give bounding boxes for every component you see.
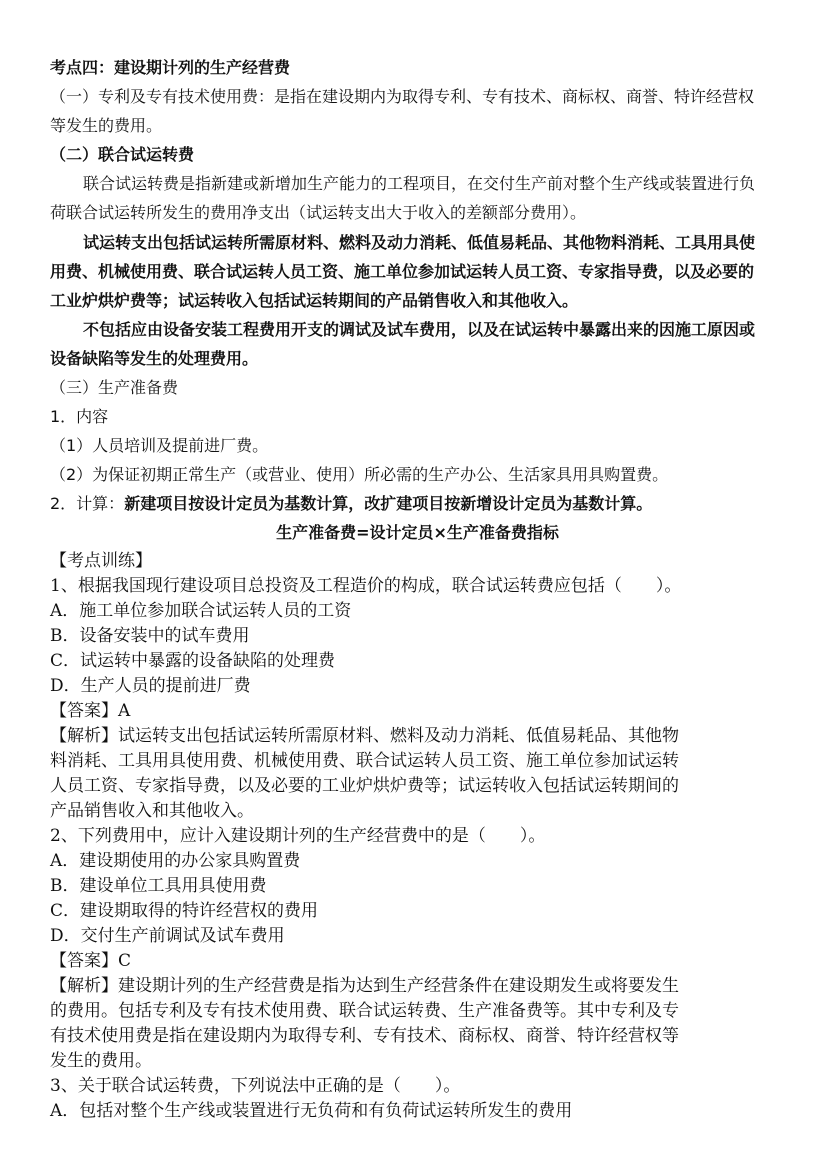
trial-run-exclusion-line-2: 设备缺陷等发生的处理费用。 — [50, 349, 259, 368]
q1-option-d: D．生产人员的提前进厂费 — [50, 676, 251, 696]
patent-fee-line-2: 等发生的费用。 — [50, 116, 163, 135]
q3-option-a: A．包括对整个生产线或装置进行无负荷和有负荷试运转所发生的费用 — [50, 1101, 573, 1121]
trial-run-def-line-2: 荷联合试运转所发生的费用净支出（试运转支出大于收入的差额部分费用）。 — [50, 203, 587, 222]
q3-stem: 3、关于联合试运转费，下列说法中正确的是（ ）。 — [50, 1076, 461, 1096]
q2-option-b: B．建设单位工具用具使用费 — [50, 876, 267, 896]
prep-fee-content-label: 1．内容 — [50, 407, 109, 426]
prep-fee-item-1: （1）人员培训及提前进厂费。 — [50, 436, 269, 455]
q2-option-c: C．建设期取得的特许经营权的费用 — [50, 901, 319, 921]
q1-option-c: C．试运转中暴露的设备缺陷的处理费 — [50, 651, 336, 671]
section-title: 考点四：建设期计列的生产经营费 — [50, 58, 291, 77]
q2-analysis-line-2: 的费用。包括专利及专有技术使用费、联合试运转费、生产准备费等。其中专利及专 — [50, 1001, 679, 1021]
q1-stem: 1、根据我国现行建设项目总投资及工程造价的构成，联合试运转费应包括（ ）。 — [50, 576, 682, 596]
trial-run-expense-line-3: 工业炉烘炉费等；试运转收入包括试运转期间的产品销售收入和其他收入。 — [50, 291, 579, 310]
patent-fee-line-1: （一）专利及专有技术使用费：是指在建设期内为取得专利、专有技术、商标权、商誉、特许经营权 — [50, 87, 755, 106]
prep-fee-item-2: （2）为保证初期正常生产（或营业、使用）所必需的生产办公、生活家具用具购置费。 — [50, 465, 669, 484]
calc-prefix: 2．计算： — [50, 494, 125, 513]
training-header: 【考点训练】 — [50, 551, 152, 571]
q1-analysis-line-4: 产品销售收入和其他收入。 — [50, 801, 254, 821]
q2-analysis-line-1: 【解析】建设期计列的生产经营费是指为达到生产经营条件在建设期发生或将要发生 — [50, 976, 679, 996]
q2-option-a: A．建设期使用的办公家具购置费 — [50, 851, 301, 871]
calc-rule: 新建项目按设计定员为基数计算，改扩建项目按新增设计定员为基数计算。 — [124, 494, 653, 513]
q2-answer: 【答案】C — [50, 951, 132, 971]
prep-fee-calc-line — [50, 491, 785, 514]
q1-option-a: A．施工单位参加联合试运转人员的工资 — [50, 601, 352, 621]
q2-stem: 2、下列费用中，应计入建设期计列的生产经营费中的是（ ）。 — [50, 826, 546, 846]
q1-option-b: B．设备安装中的试车费用 — [50, 626, 250, 646]
q2-analysis-line-3: 有技术使用费是指在建设期内为取得专利、专有技术、商标权、商誉、特许经营权等 — [50, 1026, 679, 1046]
prep-fee-formula: 生产准备费=设计定员×生产准备费指标 — [276, 523, 559, 542]
q2-analysis-line-4: 发生的费用。 — [50, 1051, 152, 1071]
trial-run-expense-line-1: 试运转支出包括试运转所需原材料、燃料及动力消耗、低值易耗品、其他物料消耗、工具用具使 — [83, 233, 756, 252]
trial-run-def-line-1: 联合试运转费是指新建或新增加生产能力的工程项目，在交付生产前对整个生产线或装置进行负 — [83, 174, 756, 193]
q1-analysis-line-2: 料消耗、工具用具使用费、机械使用费、联合试运转人员工资、施工单位参加试运转 — [50, 751, 679, 771]
prep-fee-heading: （三）生产准备费 — [50, 378, 179, 397]
q1-analysis-line-1: 【解析】试运转支出包括试运转所需原材料、燃料及动力消耗、低值易耗品、其他物 — [50, 726, 679, 746]
trial-run-expense-line-2: 用费、机械使用费、联合试运转人员工资、施工单位参加试运转人员工资、专家指导费，以及必要的 — [50, 262, 755, 281]
q2-option-d: D．交付生产前调试及试车费用 — [50, 926, 285, 946]
trial-run-heading: （二）联合试运转费 — [50, 145, 195, 164]
q1-answer: 【答案】A — [50, 701, 131, 721]
q1-analysis-line-3: 人员工资、专家指导费，以及必要的工业炉烘炉费等；试运转收入包括试运转期间的 — [50, 776, 679, 796]
trial-run-exclusion-line-1: 不包括应由设备安装工程费用开支的调试及试车费用，以及在试运转中暴露出来的因施工原因或 — [83, 320, 756, 339]
